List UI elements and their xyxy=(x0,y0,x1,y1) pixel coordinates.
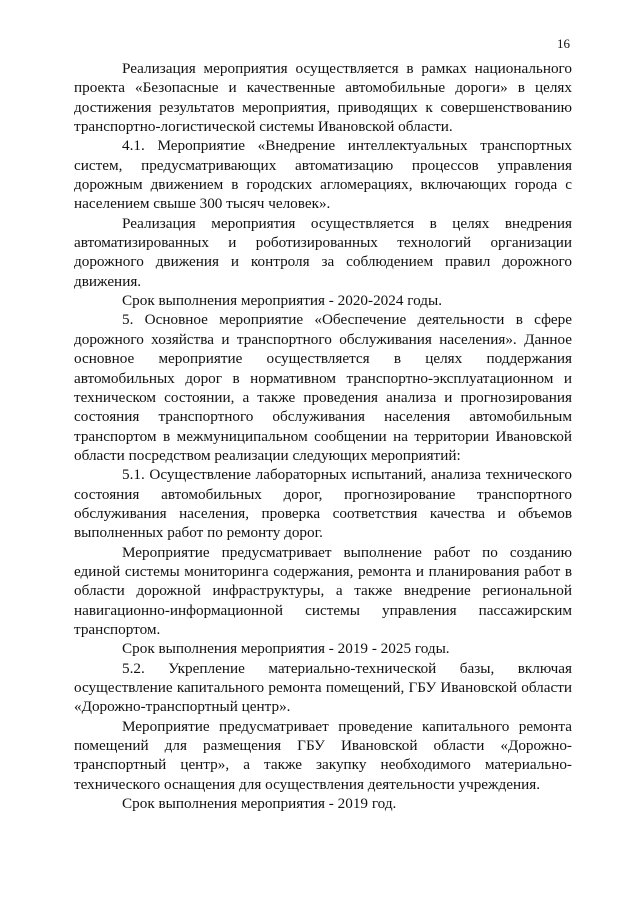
page-number: 16 xyxy=(557,36,570,51)
paragraph-measure-5-1: 5.1. Осуществление лабораторных испытаний, анализа технического состояния автомобильных дорог, прогнозирование транспортного обслуживания населения, проверка соответствия качества и объемов выполненных работ по ремонту дорог. xyxy=(74,466,572,542)
paragraph-measure-5-2: 5.2. Укрепление материально-технической базы, включая осуществление капитального ремонта помещений, ГБУ Ивановской области «Дорожно-транспортный центр». xyxy=(74,659,572,716)
paragraph-deadline-2019-2025: Срок выполнения мероприятия - 2019 - 2025 годы. xyxy=(122,640,450,658)
paragraph-deadline-2019: Срок выполнения мероприятия - 2019 год. xyxy=(122,795,397,813)
paragraph-implementation-national-project: Реализация мероприятия осуществляется в рамках национального проекта «Безопасные и качественные автомобильные дороги» в целях достижения результатов мероприятия, приводящих к совершенствованию транспортно-логистической системы Ивановской области. xyxy=(74,60,572,136)
paragraph-measure-5-1-description: Мероприятие предусматривает выполнение работ по созданию единой системы мониторинга содержания, ремонта и планирования работ в области дорожной инфраструктуры, а также внедрение региональной навигационно-информационной системы управления пассажирским транспортом. xyxy=(74,543,572,638)
paragraph-main-measure-5: 5. Основное мероприятие «Обеспечение деятельности в сфере дорожного хозяйства и транспортного обслуживания населения». Данное основное мероприятие осуществляется в целях поддержания автомобильных дорог в нормативном транспортно-эксплуатационном и техническом состоянии, а также проведения анализа и прогнозирования состояния транспортного обслуживания населения автомобильным транспортом в межмуниципальном сообщении на территории Ивановской области посредством реализации следующих мероприятий: xyxy=(74,311,572,464)
paragraph-measure-4-1: 4.1. Мероприятие «Внедрение интеллектуальных транспортных систем, предусматривающих автоматизацию процессов управления дорожным движением в городских агломерациях, включающих города с населением свыше 300 тысяч человек». xyxy=(74,137,572,213)
paragraph-measure-4-1-goal: Реализация мероприятия осуществляется в целях внедрения автоматизированных и роботизированных технологий организации дорожного движения и контроля за соблюдением правил дорожного движения. xyxy=(74,214,572,290)
paragraph-measure-5-2-description: Мероприятие предусматривает проведение капитального ремонта помещений для размещения ГБУ Ивановской области «Дорожно-транспортный центр», а также закупку необходимого материально-технического оснащения для осуществления деятельности учреждения. xyxy=(74,717,572,793)
document-body xyxy=(74,59,572,813)
paragraph-deadline-2020-2024: Срок выполнения мероприятия - 2020-2024 годы. xyxy=(122,292,442,310)
